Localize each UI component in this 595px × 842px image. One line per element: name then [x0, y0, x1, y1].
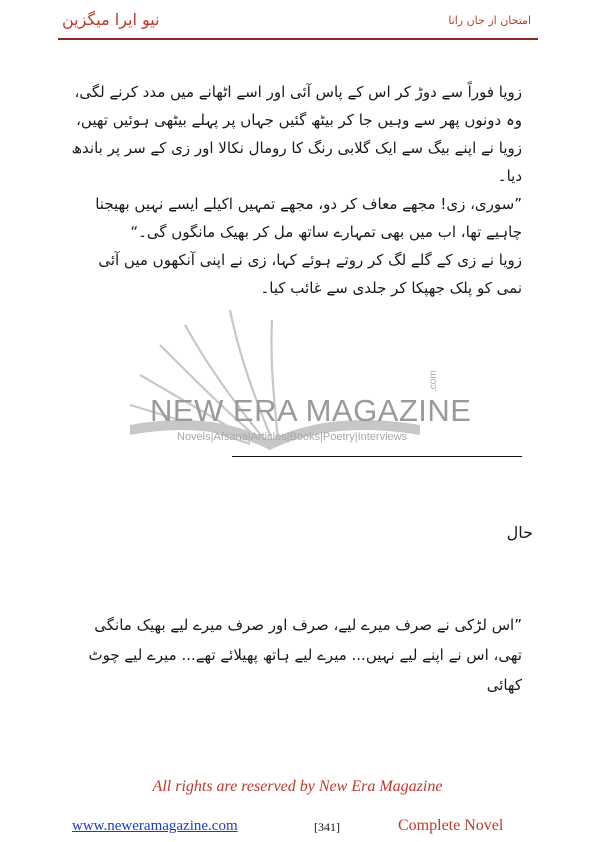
- section-title: حال: [506, 523, 533, 542]
- novel-title: امتحان از جاں رانا: [448, 14, 531, 27]
- paragraph: زویا نے زی کے گلے لگ کر روتے ہوئے کہا، زی نے اپنی آنکھوں میں آئی نمی کو پلک جھپکا کر جلدی سے غائب کیا۔: [98, 251, 522, 297]
- magazine-name: نیو ایرا میگزین: [62, 10, 160, 29]
- page-number: [341]: [314, 820, 340, 834]
- watermark-suffix: .com: [428, 370, 439, 392]
- paragraph: ”سوری، زی! مجھے معاف کر دو، مجھے تمہیں اکیلے ایسے نہیں بھیجنا چاہیے تھا، اب میں بھی تمہارے ساتھ مل کر بھیک مانگوں گی۔“: [95, 195, 522, 241]
- watermark-title: NEW ERA MAGAZINE: [150, 393, 472, 428]
- paragraph: ”اس لڑکی نے صرف میرے لیے، صرف اور صرف میرے لیے بھیک مانگی تھی، اس نے اپنے لیے نہیں... میرے لیے ہاتھ پھیلائے تھے... میرے لیے چوٹ کھائی: [88, 616, 522, 694]
- rights-notice: All rights are reserved by New Era Magazine: [152, 778, 443, 795]
- header-rule: [58, 38, 538, 40]
- novel-type-label: Complete Novel: [398, 817, 504, 834]
- section-divider: [232, 456, 522, 457]
- website-link[interactable]: www.neweramagazine.com: [72, 818, 238, 834]
- paragraph: زویا فوراً سے دوڑ کر اس کے پاس آئی اور اسے اٹھانے میں مدد کرنے لگی، وہ دونوں پھر سے وہیں جا کر بیٹھ گئیں جہاں پر پہلے بیٹھی ہوئیں تھیں، زویا نے اپنے بیگ سے ایک گلابی رنگ کا رومال نکالا اور زی کے سر پر باندھ دیا۔: [71, 83, 522, 185]
- body-text: [70, 78, 522, 302]
- watermark-subtitle: Novels|Afsana|Articles|Books|Poetry|Interviews: [177, 431, 408, 443]
- body-text-2: [70, 610, 522, 700]
